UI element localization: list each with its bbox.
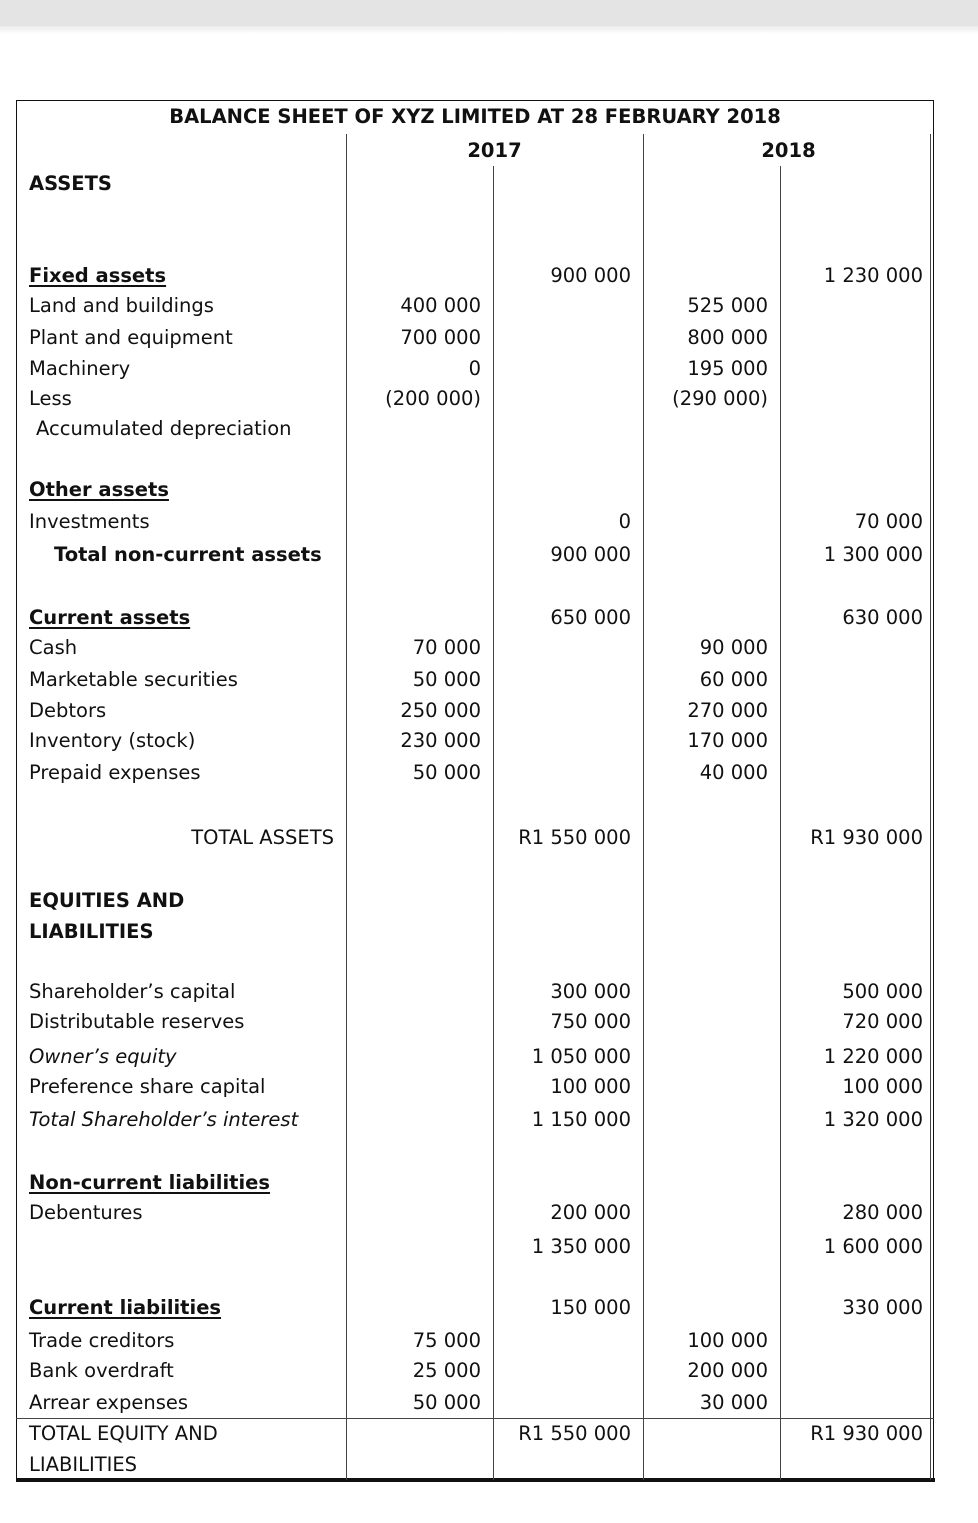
equities-heading-line1: EQUITIES AND [29, 889, 185, 912]
assets-heading: ASSETS [29, 172, 112, 195]
equities-heading-line2: LIABILITIES [29, 920, 154, 943]
row-value-2017: 50 000 [412, 668, 481, 691]
row-value-2017: 100 000 [550, 1075, 631, 1098]
row-value-2018: 60 000 [699, 668, 768, 691]
row-value-2018: 270 000 [687, 699, 768, 722]
row-value-2018: 500 000 [842, 980, 923, 1003]
total-noncurrent-2018: 1 300 000 [823, 543, 923, 566]
row-value-2017: 230 000 [400, 729, 481, 752]
row-value-2018: 40 000 [699, 761, 768, 784]
current-liabilities-total-2017: 150 000 [550, 1296, 631, 1319]
row-label: Debtors [29, 699, 107, 722]
row-value-2018: 30 000 [699, 1391, 768, 1414]
noncurrent-liabilities-heading: Non-current liabilities [29, 1171, 270, 1194]
fixed-assets-total-2017: 900 000 [550, 264, 631, 287]
row-value-2018: 100 000 [842, 1075, 923, 1098]
row-label: Owner’s equity [29, 1045, 177, 1068]
total-noncurrent-label: Total non-current assets [54, 543, 322, 566]
top-bar [0, 0, 978, 26]
row-label: Inventory (stock) [29, 729, 196, 752]
year-2017-header: 2017 [467, 139, 522, 162]
total-equity-liabilities-label-line1: TOTAL EQUITY AND [29, 1422, 218, 1445]
noncurrent-subtotal-2018: 1 600 000 [823, 1235, 923, 1258]
row-value-2018: 100 000 [687, 1329, 768, 1352]
total-assets-2017: R1 550 000 [518, 826, 631, 849]
year-2018-header: 2018 [761, 139, 816, 162]
row-label: Accumulated depreciation [36, 417, 292, 440]
row-label: Prepaid expenses [29, 761, 201, 784]
row-value-2017: 750 000 [550, 1010, 631, 1033]
row-value-2018: 800 000 [687, 326, 768, 349]
row-label: Machinery [29, 357, 131, 380]
row-value-2018: 200 000 [687, 1359, 768, 1382]
row-value-2018: 90 000 [699, 636, 768, 659]
debentures-2018: 280 000 [842, 1201, 923, 1224]
row-value-2018: 195 000 [687, 357, 768, 380]
total-equity-liabilities-2017: R1 550 000 [518, 1422, 631, 1445]
current-assets-total-2017: 650 000 [550, 606, 631, 629]
current-liabilities-total-2018: 330 000 [842, 1296, 923, 1319]
total-assets-label: TOTAL ASSETS [191, 826, 334, 849]
row-value-2017: 50 000 [412, 761, 481, 784]
current-assets-total-2018: 630 000 [842, 606, 923, 629]
row-value-2017: 70 000 [412, 636, 481, 659]
row-label: Less [29, 387, 72, 410]
fixed-assets-heading: Fixed assets [29, 264, 167, 287]
row-label: Trade creditors [29, 1329, 175, 1352]
row-value-2018: (290 000) [672, 387, 768, 410]
divider-col-4 [780, 166, 781, 1480]
row-label: Total Shareholder’s interest [29, 1108, 299, 1131]
row-label: Shareholder’s capital [29, 980, 236, 1003]
total-row-rule [16, 1418, 934, 1419]
divider-col-2 [493, 166, 494, 1480]
other-assets-heading: Other assets [29, 478, 169, 501]
balance-sheet-table [16, 100, 934, 1480]
row-value-2017: 50 000 [412, 1391, 481, 1414]
debentures-label: Debentures [29, 1201, 143, 1224]
row-value-2018: 1 220 000 [823, 1045, 923, 1068]
total-equity-liabilities-label-line2: LIABILITIES [29, 1453, 138, 1476]
row-value-2017: (200 000) [385, 387, 481, 410]
page-title: BALANCE SHEET OF XYZ LIMITED AT 28 FEBRUARY 2018 [169, 105, 781, 128]
fixed-assets-total-2018: 1 230 000 [823, 264, 923, 287]
row-value-2017: 300 000 [550, 980, 631, 1003]
row-value-2017: 700 000 [400, 326, 481, 349]
row-value-2017: 1 150 000 [531, 1108, 631, 1131]
current-assets-heading: Current assets [29, 606, 191, 629]
row-value-2018: 720 000 [842, 1010, 923, 1033]
current-liabilities-heading: Current liabilities [29, 1296, 222, 1319]
row-value-2017: 1 050 000 [531, 1045, 631, 1068]
row-value-2018: 170 000 [687, 729, 768, 752]
row-value-2017: 75 000 [412, 1329, 481, 1352]
row-label: Marketable securities [29, 668, 238, 691]
top-bar-shadow [0, 26, 978, 34]
noncurrent-subtotal-2017: 1 350 000 [531, 1235, 631, 1258]
row-label: Preference share capital [29, 1075, 266, 1098]
row-value-2017: 400 000 [400, 294, 481, 317]
investments-2017: 0 [618, 510, 631, 533]
divider-col-5 [930, 134, 931, 1480]
row-value-2017: 0 [468, 357, 481, 380]
row-label: Land and buildings [29, 294, 214, 317]
row-label: Arrear expenses [29, 1391, 189, 1414]
row-value-2017: 250 000 [400, 699, 481, 722]
row-label: Bank overdraft [29, 1359, 174, 1382]
row-value-2018: 1 320 000 [823, 1108, 923, 1131]
total-assets-2018: R1 930 000 [810, 826, 923, 849]
row-label: Plant and equipment [29, 326, 233, 349]
row-label: Cash [29, 636, 78, 659]
total-noncurrent-2017: 900 000 [550, 543, 631, 566]
row-value-2017: 25 000 [412, 1359, 481, 1382]
investments-2018: 70 000 [854, 510, 923, 533]
total-equity-liabilities-2018: R1 930 000 [810, 1422, 923, 1445]
row-value-2018: 525 000 [687, 294, 768, 317]
row-label: Distributable reserves [29, 1010, 245, 1033]
table-bottom-rule [16, 1478, 935, 1482]
debentures-2017: 200 000 [550, 1201, 631, 1224]
investments-label: Investments [29, 510, 150, 533]
